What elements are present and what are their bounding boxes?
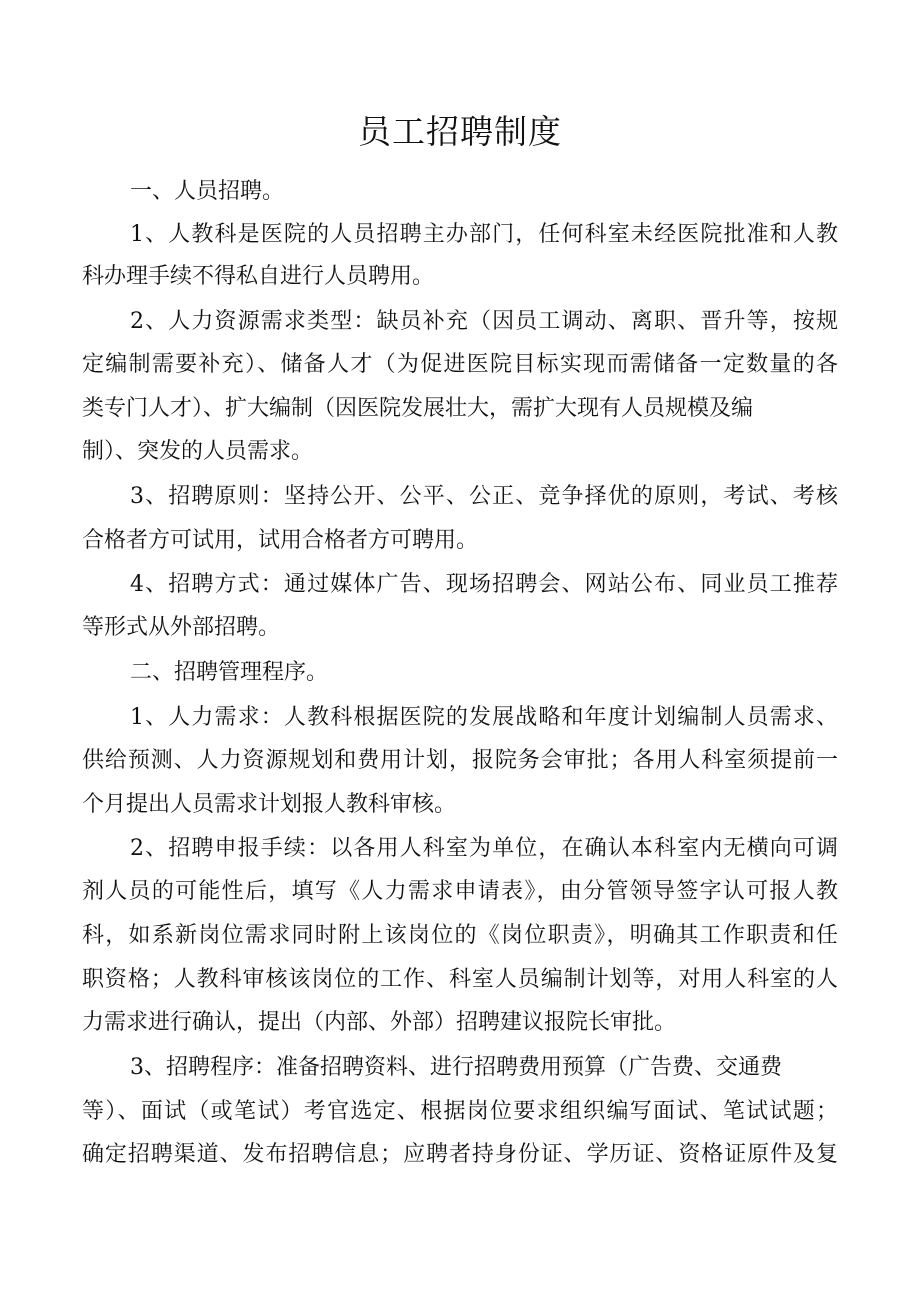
paragraph-line: 2、招聘申报手续：以各用人科室为单位，在确认本科室内无横向可调 [130,836,838,861]
paragraph-line: 个月提出人员需求计划报人教科审核。 [82,792,457,817]
paragraph-line: 合格者方可试用，试用合格者方可聘用。 [82,528,479,553]
paragraph-line: 力需求进行确认，提出（内部、外部）招聘建议报院长审批。 [82,1010,677,1035]
paragraph-line: 3、招聘原则：坚持公开、公平、公正、竞争择优的原则，考试、考核 [130,484,838,509]
document-title: 员工招聘制度 [358,112,562,151]
section-heading: 一、人员招聘。 [130,179,285,204]
paragraph-line: 科，如系新岗位需求同时附上该岗位的《岗位职责》，明确其工作职责和任 [82,923,838,948]
paragraph-line: 2、人力资源需求类型：缺员补充（因员工调动、离职、晋升等，按规 [130,309,838,334]
paragraph-line: 类专门人才）、扩大编制（因医院发展壮大，需扩大现有人员规模及编 [82,396,754,421]
section-heading: 二、招聘管理程序。 [130,660,329,685]
paragraph-line: 等形式从外部招聘。 [82,615,281,640]
paragraph-line: 定编制需要补充）、储备人才（为促进医院目标实现而需储备一定数量的各 [82,352,838,377]
paragraph-line: 确定招聘渠道、发布招聘信息；应聘者持身份证、学历证、资格证原件及复 [82,1142,838,1167]
paragraph-line: 4、招聘方式：通过媒体广告、现场招聘会、网站公布、同业员工推荐 [130,572,838,597]
paragraph-line: 1、人教科是医院的人员招聘主办部门，任何科室未经医院批准和人教 [130,222,838,247]
paragraph-line: 剂人员的可能性后，填写《人力需求申请表》，由分管领导签字认可报人教 [82,879,838,904]
paragraph-line: 3、招聘程序：准备招聘资料、进行招聘费用预算（广告费、交通费 [130,1055,782,1080]
paragraph-line: 1、人力需求：人教科根据医院的发展战略和年度计划编制人员需求、 [130,705,838,730]
paragraph-line: 科办理手续不得私自进行人员聘用。 [82,264,435,289]
paragraph-line: 制）、突发的人员需求。 [82,439,314,464]
paragraph-line: 供给预测、人力资源规划和费用计划，报院务会审批；各用人科室须提前一 [82,748,838,773]
paragraph-line: 职资格；人教科审核该岗位的工作、科室人员编制计划等，对用人科室的人 [82,967,838,992]
paragraph-line: 等）、面试（或笔试）考官选定、根据岗位要求组织编写面试、笔试试题； [82,1099,838,1124]
